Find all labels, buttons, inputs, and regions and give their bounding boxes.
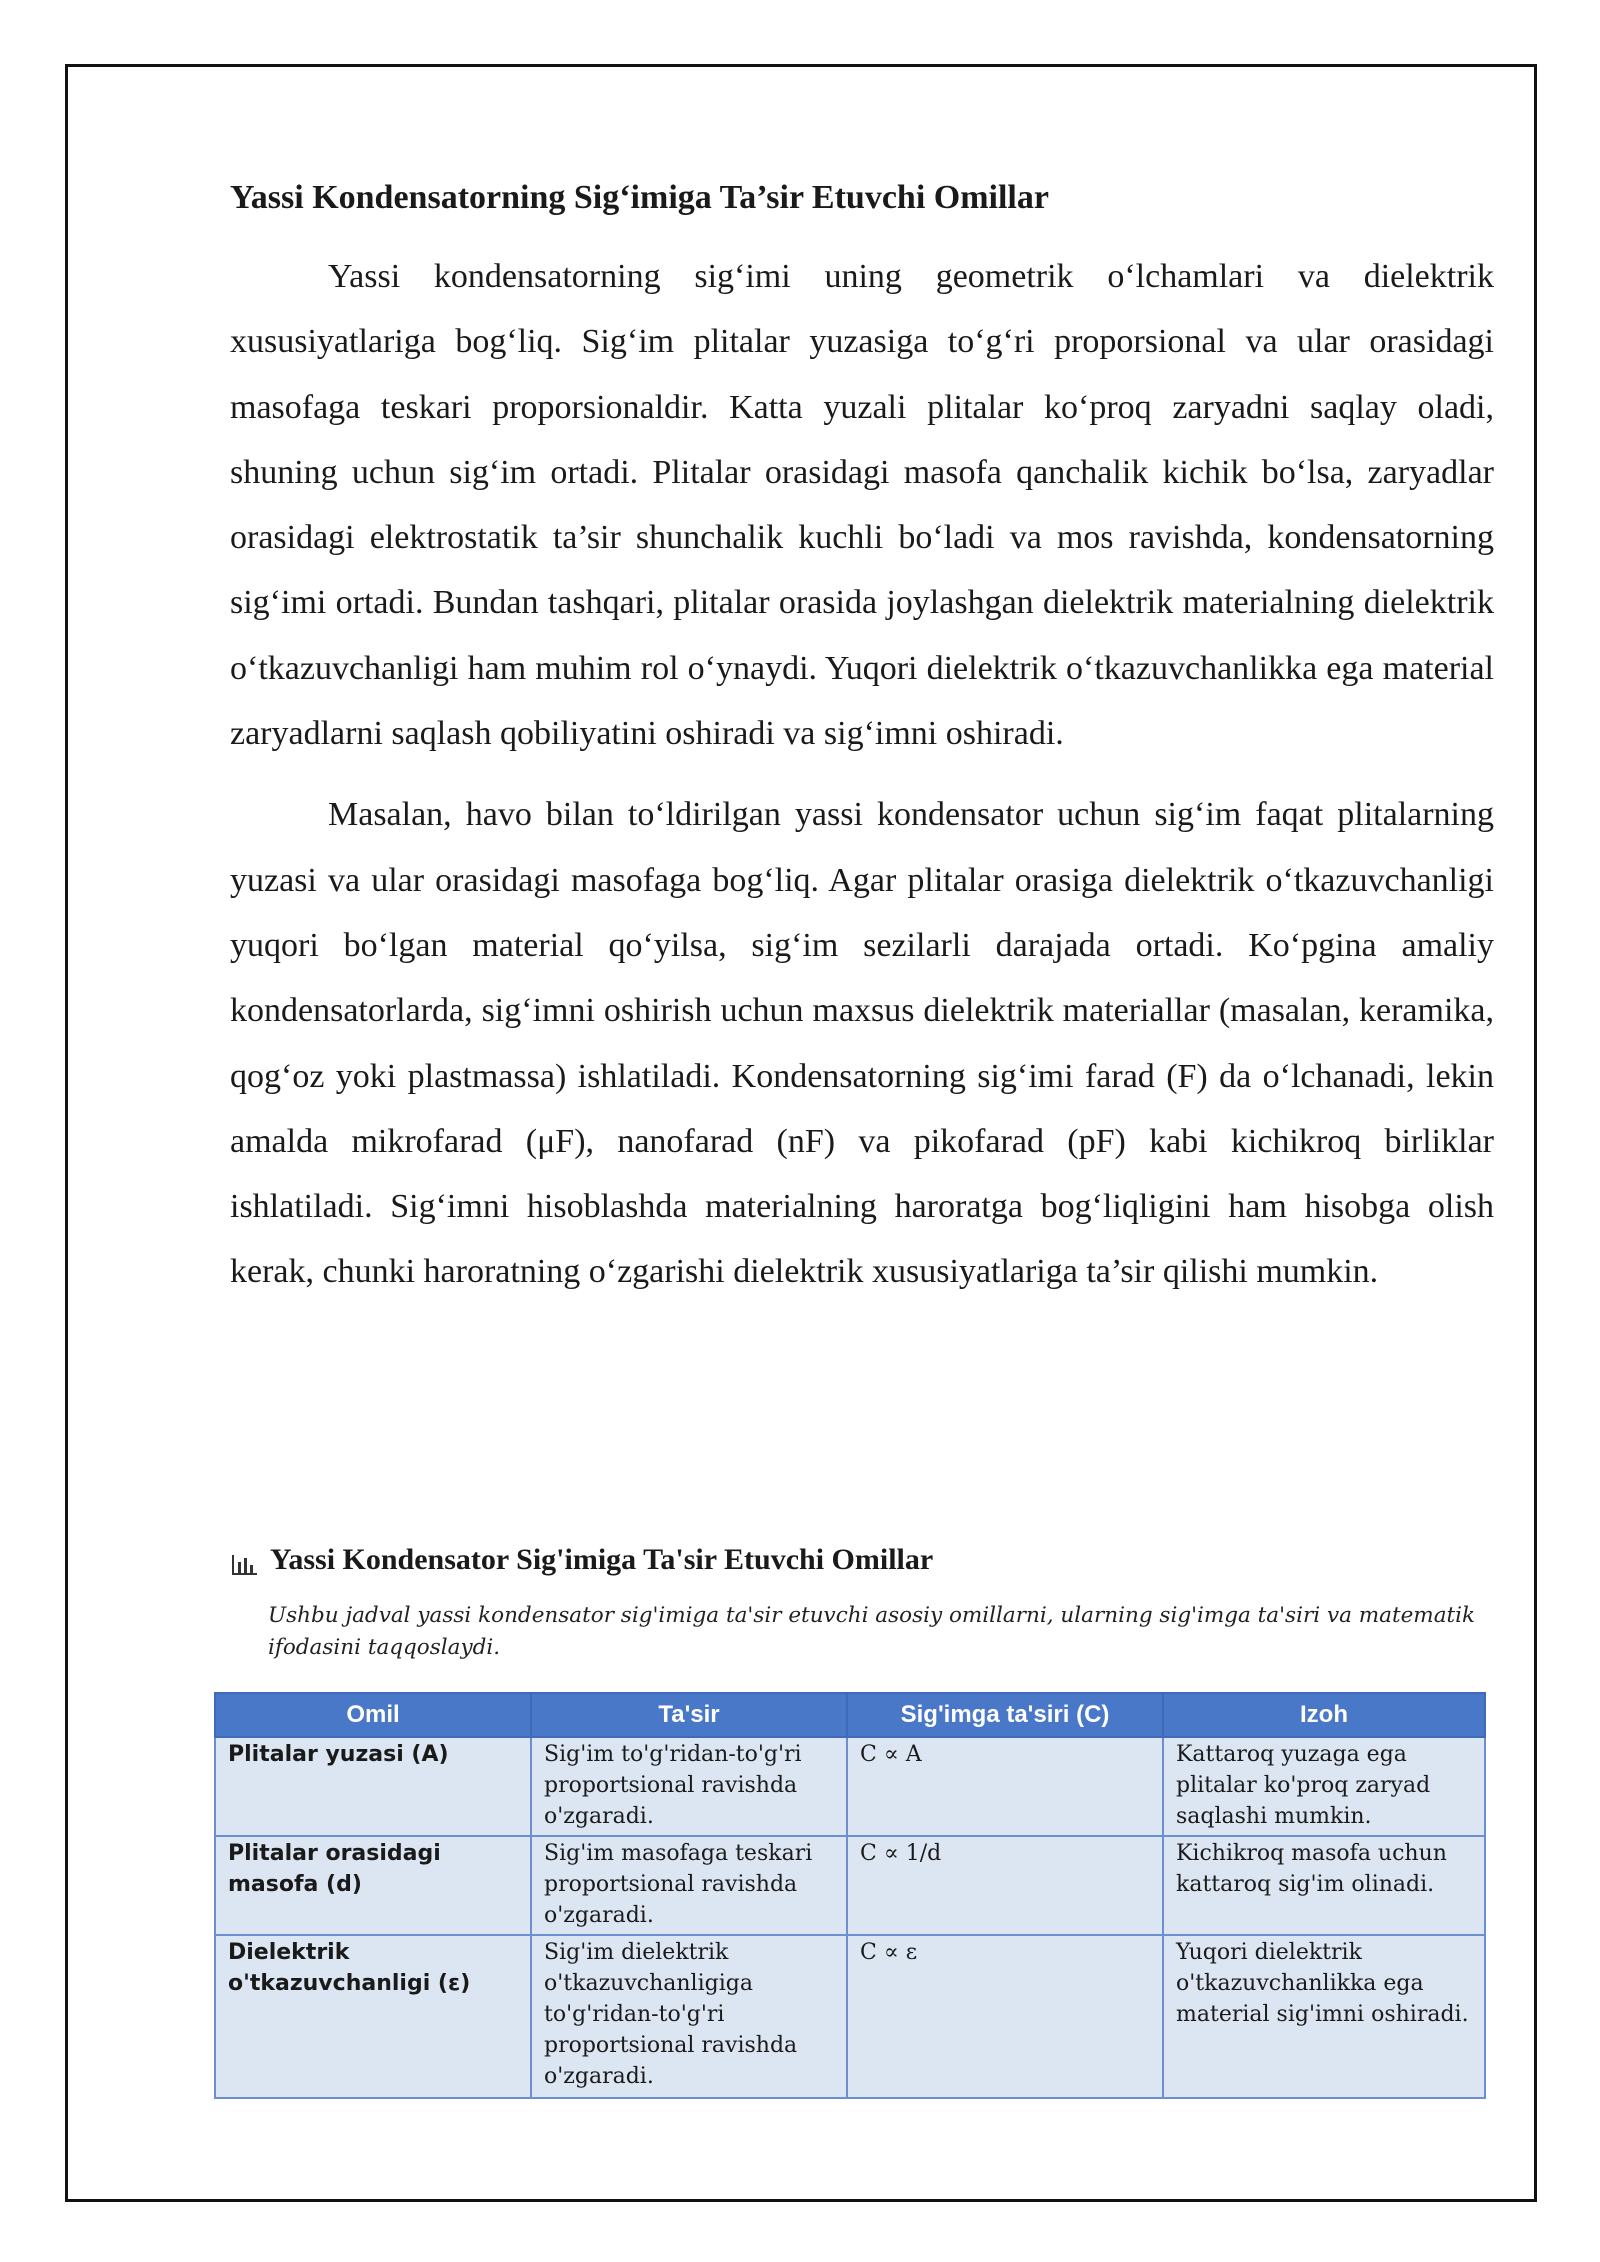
cell-omil: Dielektrik o'tkazuvchanligi (ε)	[215, 1935, 531, 2098]
column-header-sigimga-tasiri: Sig'imga ta'siri (C)	[847, 1693, 1163, 1737]
cell-omil: Plitalar yuzasi (A)	[215, 1737, 531, 1836]
table-row	[215, 1737, 1485, 1836]
cell-tasir: Sig'im dielektrik o'tkazuvchanligiga to'g'ridan-to'g'ri proportsional ravishda o'zgaradi.	[531, 1935, 847, 2098]
cell-formula: C ∝ A	[847, 1737, 1163, 1836]
factors-table	[214, 1692, 1486, 2099]
paragraph-1: Yassi kondensatorning sig‘imi uning geometrik o‘lchamlari va dielektrik xususiyatlariga bog‘liq. Sig‘im plitalar yuzasiga to‘g‘ri proporsional va ular orasidagi masofaga teskari proporsionaldir. Katta yuzali plitalar ko‘proq zaryadni saqlay oladi, shuning uchun sig‘im ortadi. Plitalar orasidagi masofa qanchalik kichik bo‘lsa, zaryadlar orasidagi elektrostatik ta’sir shunchalik kuchli bo‘ladi va mos ravishda, kondensatorning sig‘imi ortadi. Bundan tashqari, plitalar orasida joylashgan dielektrik materialning dielektrik o‘tkazuvchanligi ham muhim rol o‘ynaydi. Yuqori dielektrik o‘tkazuvchanlikka ega material zaryadlarni saqlash qobiliyatini oshiradi va sig‘imni oshiradi.	[230, 258, 1494, 753]
table-header-row	[215, 1693, 1485, 1737]
cell-formula: C ∝ 1/d	[847, 1836, 1163, 1935]
table-row	[215, 1935, 1485, 2098]
column-header-tasir: Ta'sir	[531, 1693, 847, 1737]
table-heading	[230, 1540, 933, 1580]
paragraph-2: Masalan, havo bilan to‘ldirilgan yassi kondensator uchun sig‘im faqat plitalarning yuzasi va ular orasidagi masofaga bog‘liq. Agar plitalar orasiga dielektrik o‘tkazuvchanligi yuqori bo‘lgan material qo‘yilsa, sig‘im sezilarli darajada ortadi. Ko‘pgina amaliy kondensatorlarda, sig‘imni oshirish uchun maxsus dielektrik materiallar (masalan, keramika, qog‘oz yoki plastmassa) ishlatiladi. Kondensatorning sig‘imi farad (F) da o‘lchanadi, lekin amalda mikrofarad (μF), nanofarad (nF) va pikofarad (pF) kabi kichikroq birliklar ishlatiladi. Sig‘imni hisoblashda materialning haroratga bog‘liqligini ham hisobga olish kerak, chunki haroratning o‘zgarishi dielektrik xususiyatlariga ta’sir qilishi mumkin.	[230, 796, 1494, 1291]
cell-tasir: Sig'im to'g'ridan-to'g'ri proportsional ravishda o'zgaradi.	[531, 1737, 847, 1836]
document-title: Yassi Kondensatorning Sig‘imiga Ta’sir Etuvchi Omillar	[230, 179, 1049, 216]
table-heading-text: Yassi Kondensator Sig'imiga Ta'sir Etuvchi Omillar	[270, 1543, 934, 1576]
column-header-izoh: Izoh	[1163, 1693, 1485, 1737]
table-caption: Ushbu jadval yassi kondensator sig'imiga ta'sir etuvchi asosiy omillarni, ularning sig'imga ta'siri va matematik ifodasini taqqoslaydi.	[268, 1603, 1476, 1660]
cell-izoh: Kattaroq yuzaga ega plitalar ko'proq zaryad saqlashi mumkin.	[1163, 1737, 1485, 1836]
cell-tasir: Sig'im masofaga teskari proportsional ravishda o'zgaradi.	[531, 1836, 847, 1935]
column-header-omil: Omil	[215, 1693, 531, 1737]
cell-izoh: Kichikroq masofa uchun kattaroq sig'im olinadi.	[1163, 1836, 1485, 1935]
bar-chart-icon	[230, 1548, 260, 1572]
cell-omil: Plitalar orasidagi masofa (d)	[215, 1836, 531, 1935]
table-row	[215, 1836, 1485, 1935]
cell-izoh: Yuqori dielektrik o'tkazuvchanlikka ega material sig'imni oshiradi.	[1163, 1935, 1485, 2098]
document-body	[230, 170, 1494, 1321]
cell-formula: C ∝ ε	[847, 1935, 1163, 2098]
